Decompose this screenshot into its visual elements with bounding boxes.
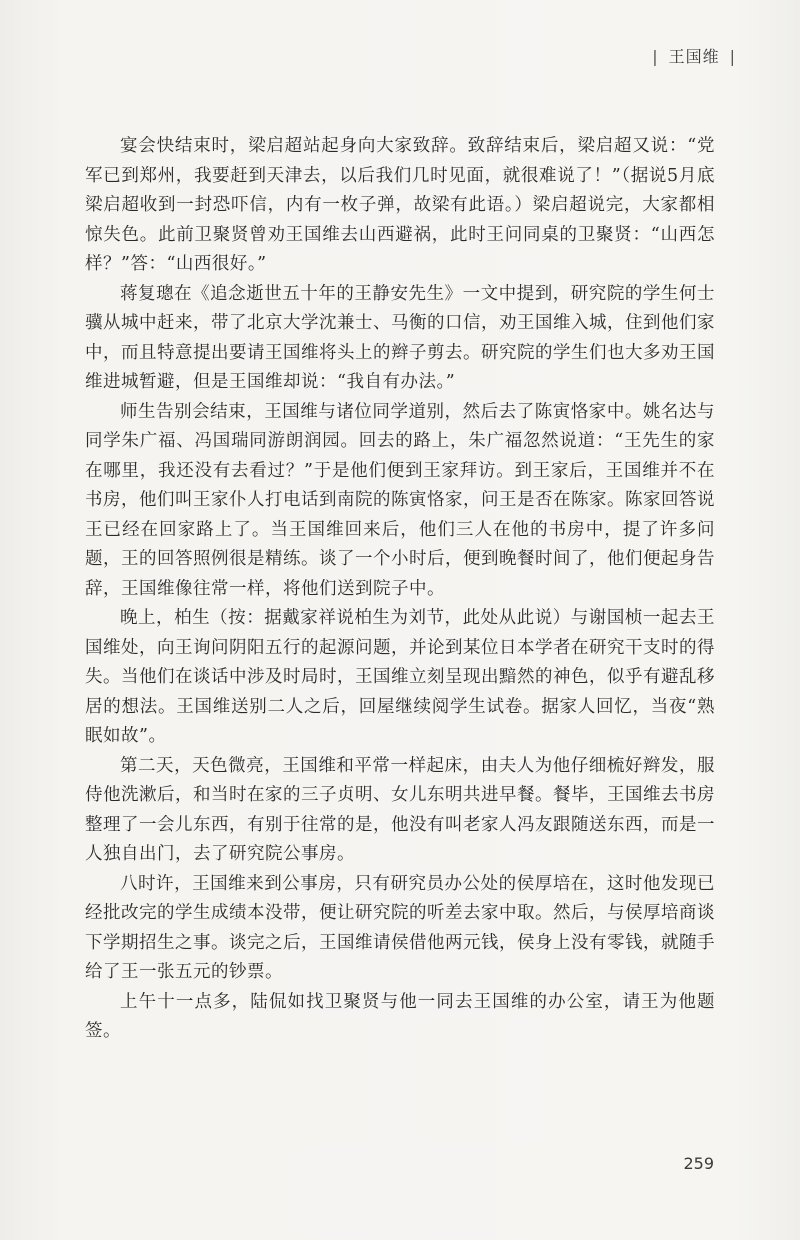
page-number: 259 xyxy=(683,1154,714,1173)
header-separator-left: | xyxy=(652,47,659,66)
header-separator-right: | xyxy=(729,47,736,66)
paragraph-7: 上午十一点多，陆侃如找卫聚贤与他一同去王国维的办公室，请王为他题签。 xyxy=(85,991,715,1041)
running-header xyxy=(642,44,746,67)
header-title: 王国维 xyxy=(668,47,720,66)
paragraph-2: 蒋复璁在《追念逝世五十年的王静安先生》一文中提到，研究院的学生何士骥从城中赶来，带了北京大学沈兼士、马衡的口信，劝王国维入城，住到他们家中，而且特意提出要请王国维将头上的辫子剪去。研究院的学生们也大多劝王国维进城暂避，但是王国维却说：“我自有办法。” xyxy=(85,283,715,392)
paragraph-1: 宴会快结束时，梁启超站起身向大家致辞。致辞结束后，梁启超又说：“党军已到郑州，我要赶到天津去，以后我们几时见面，就很难说了！”（据说5月底梁启超收到一封恐吓信，内有一枚子弹，故梁有此语。）梁启超说完，大家都相惊失色。此前卫聚贤曾劝王国维去山西避祸，此时王问同桌的卫聚贤：“山西怎样？”答：“山西很好。” xyxy=(85,136,715,274)
body-text xyxy=(85,132,715,1047)
paragraph-4: 晚上，柏生（按：据戴家祥说柏生为刘节，此处从此说）与谢国桢一起去王国维处，向王询问阴阳五行的起源问题，并论到某位日本学者在研究干支时的得失。当他们在谈话中涉及时局时，王国维立刻呈现出黯然的神色，似乎有避乱移居的想法。王国维送别二人之后，回屋继续阅学生试卷。据家人回忆，当夜“熟眠如故”。 xyxy=(85,608,715,746)
paragraph-5: 第二天，天色微亮，王国维和平常一样起床，由夫人为他仔细梳好辫发，服侍他洗漱后，和当时在家的三子贞明、女儿东明共进早餐。餐毕，王国维去书房整理了一会儿东西，有别于往常的是，他没有叫老家人冯友跟随送东西，而是一人独自出门，去了研究院公事房。 xyxy=(85,755,715,864)
paragraph-6: 八时许，王国维来到公事房，只有研究员办公处的侯厚培在，这时他发现已经批改完的学生成绩本没带，便让研究院的听差去家中取。然后，与侯厚培商谈下学期招生之事。谈完之后，王国维请侯借他两元钱，侯身上没有零钱，就随手给了王一张五元的钞票。 xyxy=(85,873,715,982)
paragraph-3: 师生告别会结束，王国维与诸位同学道别，然后去了陈寅恪家中。姚名达与同学朱广福、冯国瑞同游朗润园。回去的路上，朱广福忽然说道：“王先生的家在哪里，我还没有去看过？”于是他们便到王家拜访。到王家后，王国维并不在书房，他们叫王家仆人打电话到南院的陈寅恪家，问王是否在陈家。陈家回答说王已经在回家路上了。当王国维回来后，他们三人在他的书房中，提了许多问题，王的回答照例很是精练。谈了一个小时后，便到晚餐时间了，他们便起身告辞，王国维像往常一样，将他们送到院子中。 xyxy=(85,401,715,599)
